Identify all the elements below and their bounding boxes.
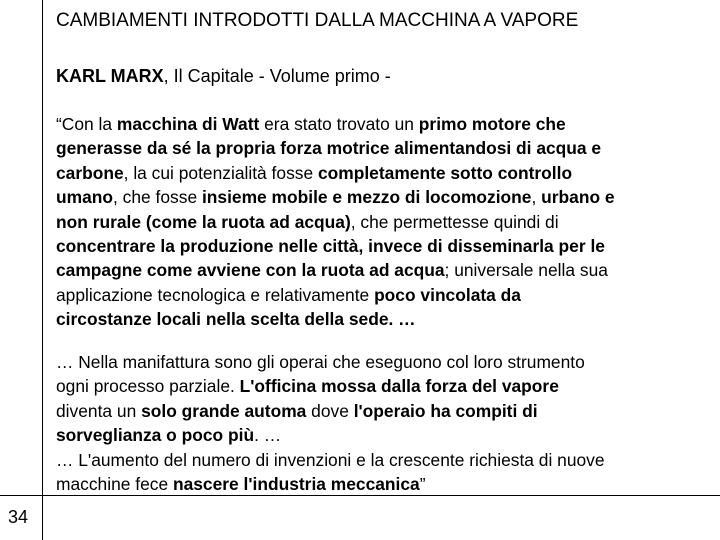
- text-line: [56, 448, 706, 472]
- text-run: diventa un: [56, 400, 142, 421]
- text-run: applicazione tecnologica e relativamente: [56, 284, 375, 305]
- quote-paragraph-2: [56, 350, 706, 496]
- emphasized-text: sorveglianza o poco più: [56, 425, 255, 446]
- emphasized-text: umano: [56, 187, 114, 208]
- citation: [56, 66, 391, 87]
- emphasized-text: L'officina mossa dalla forza del vapore: [239, 376, 559, 397]
- emphasized-text: circostanze locali nella scelta della sede. …: [56, 309, 416, 330]
- text-line: [56, 258, 706, 282]
- author-name: KARL MARX: [56, 66, 164, 86]
- text-run: “Con la: [56, 114, 117, 134]
- source-title: , Il Capitale - Volume primo -: [163, 66, 391, 86]
- text-line: [56, 234, 706, 258]
- emphasized-text: completamente sotto controllo: [317, 162, 573, 183]
- emphasized-text: macchina di Watt: [116, 114, 260, 134]
- text-line: [56, 185, 706, 209]
- emphasized-text: nascere l'industria meccanica: [172, 474, 420, 495]
- text-line: [56, 283, 706, 307]
- page-number: 34: [8, 507, 29, 527]
- text-run: . …: [254, 425, 282, 446]
- slide-title: CAMBIAMENTI INTRODOTTI DALLA MACCHINA A VAPORE: [56, 10, 579, 31]
- text-line: [56, 136, 706, 160]
- emphasized-text: generasse da sé la propria forza motrice alimentandosi di acqua e: [56, 138, 602, 159]
- text-line: [56, 472, 706, 496]
- text-run: … Nella manifattura sono gli operai che eseguono col loro strumento: [56, 352, 585, 372]
- emphasized-text: solo grande automa: [141, 400, 307, 421]
- text-line: [56, 423, 706, 447]
- emphasized-text: l'operaio ha compiti di: [353, 400, 538, 421]
- text-run: ; universale nella sua: [444, 260, 608, 281]
- text-line: [56, 112, 706, 136]
- text-run: … L'aumento del numero di invenzioni e la crescente richiesta di nuove: [56, 449, 605, 470]
- emphasized-text: concentrare la produzione nelle città, invece di disseminarla per le: [56, 236, 605, 257]
- text-line: [56, 161, 706, 185]
- text-run: dove: [306, 400, 354, 421]
- text-line: [56, 210, 706, 234]
- text-run: macchine fece: [56, 474, 173, 495]
- emphasized-text: non rurale (come la ruota ad acqua): [56, 211, 351, 232]
- emphasized-text: primo motore che: [418, 114, 566, 134]
- quote-paragraph-1: [56, 112, 706, 332]
- text-line: [56, 399, 706, 423]
- emphasized-text: campagne come avviene con la ruota ad acqua: [56, 260, 445, 281]
- text-line: [56, 374, 706, 398]
- text-run: ogni processo parziale.: [56, 376, 240, 397]
- emphasized-text: urbano e: [541, 187, 615, 208]
- text-run: ”: [419, 474, 426, 495]
- emphasized-text: insieme mobile e mezzo di locomozione: [201, 187, 532, 208]
- vertical-rule: [42, 0, 43, 540]
- emphasized-text: poco vincolata da: [374, 284, 521, 305]
- text-line: [56, 307, 706, 331]
- text-run: , che permettesse quindi di: [350, 211, 559, 232]
- emphasized-text: carbone: [56, 162, 124, 183]
- text-line: [56, 350, 706, 374]
- text-run: era stato trovato un: [259, 114, 419, 134]
- text-run: , la cui potenzialità fosse: [123, 162, 318, 183]
- text-run: , che fosse: [113, 187, 202, 208]
- text-run: ,: [531, 187, 542, 208]
